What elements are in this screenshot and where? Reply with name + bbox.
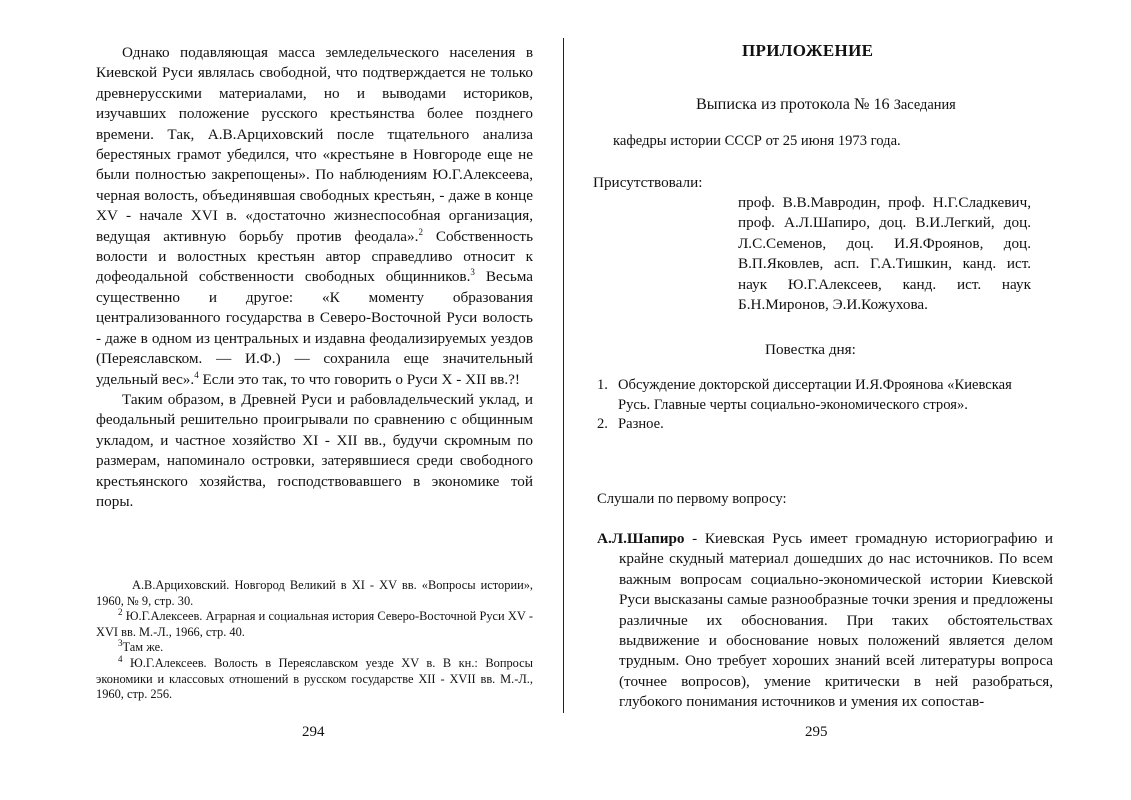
page-divider: [563, 38, 564, 713]
present-label: Присутствовали:: [593, 174, 703, 191]
footnote-4: $^4$ Ю.Г.Алексеев. Волость в Переяславском уезде XV в. В кн.: Вопросы экономики и классовых отношений в русском государстве XII - XVII вв. М.-Л., 1960, стр. 256.: [96, 653, 533, 702]
footnote-3: $^3$Там же.: [118, 638, 164, 655]
paragraph-2: Таким образом, в Древней Руси и рабовладельческий уклад, и феодальный решительно проигрывали по сравнению с общинным укладом, и частное хозяйство XI - XII вв., будучи скромным по размерам, напоминало островки, затерявшиеся среди свободного крестьянского хозяйства, господствовавшего в экономике той поры.: [96, 390, 533, 510]
extract-subtitle: кафедры истории СССР от 25 июня 1973 года.: [613, 133, 901, 149]
agenda-item: 1. Обсуждение докторской диссертации И.Я.Фроянова «Киевская Русь. Главные черты социально-экономического строя».: [597, 377, 1012, 413]
footnote-mark-4: 4: [194, 369, 199, 380]
speaker-name: А.Л.Шапиро: [597, 530, 685, 547]
footnote-1: А.В.Арциховский. Новгород Великий в XI - XV вв. «Вопросы истории», 1960, № 9, стр. 30.: [96, 578, 533, 608]
footnote-2: $^2$ Ю.Г.Алексеев. Аграрная и социальная история Северо-Восточной Руси XV - XVI вв. М.-Л., 1966, стр. 40.: [96, 607, 533, 639]
agenda-list: [597, 376, 1027, 435]
speech-paragraph: А.Л.Шапиро - Киевская Русь имеет громадную историографию и крайне скудный материал дошедших до нас источников. По всем важным вопросам социально-экономической истории Киевской Руси высказаны самые разнообразные точки зрения и предложены различные их обоснования. При таких обстоятельствах выдвижение и обоснование новых положений является делом трудным. Оно требует хороших знаний всей литературы вопроса (точнее вопросов), умение критически в ней разобраться, глубокого понимания источников и умения их сопостав-: [597, 530, 1053, 711]
footnotes: [96, 578, 533, 703]
appendix-heading: ПРИЛОЖЕНИЕ: [742, 41, 874, 60]
agenda-label: Повестка дня:: [765, 341, 856, 358]
page-number-right: 295: [805, 724, 828, 740]
footnote-mark-2: 2: [418, 226, 423, 237]
paragraph-1: Однако подавляющая масса земледельческого населения в Киевской Руси являлась свободной, что подтверждается не только древнерусскими материалами, но и выводами историков, изучавших положение русского крестьянства более позднего времени. Так, А.В.Арциховский после тщательного анализа берестяных грамот убедился, что «крестьяне в Новгороде еще не были полностью закрепощены». По наблюдениям Ю.Г.Алексеева, черная волость, объединявшая свободных крестьян, - даже в конце XV - начале XVI в. «достаточно жизнеспособная организация, ведущая активную борьбу против феодала».$^2$ Собственность волости и волостных крестьян автор справедливо относит к дофеодальной собственности свободных общинников.$^3$ Весьма существенно и другое: «К моменту образования централизованного государства в Северо-Восточной Руси волость - даже в одном из центральных и издавна феодализируемых уездов (Переяславском. — И.Ф.) — сохранила еще значительный удельный вес».$^4$ Если это так, то что говорить о Руси X - XII вв.?!: [96, 44, 533, 388]
footnote-mark-3: 3: [470, 267, 475, 278]
left-page: [0, 0, 563, 800]
extract-title: Выписка из протокола № 16 Заседания: [696, 95, 956, 113]
heard-label: Слушали по первому вопросу:: [597, 491, 787, 507]
right-page: [565, 0, 1131, 800]
left-page-body: [96, 43, 533, 512]
present-list: проф. В.В.Мавродин, проф. Н.Г.Сладкевич, проф. А.Л.Шапиро, доц. В.И.Легкий, доц. Л.С.Семенов, доц. И.Я.Фроянов, доц. В.П.Яковлев, асп. Г.А.Тишкин, канд. ист. наук Ю.Г.Алексеев, канд. ист. наук Б.Н.Миронов, Э.И.Кожухова.: [738, 194, 1031, 314]
page-number-left: 294: [302, 724, 325, 740]
agenda-item: 2. Разное.: [597, 416, 664, 433]
